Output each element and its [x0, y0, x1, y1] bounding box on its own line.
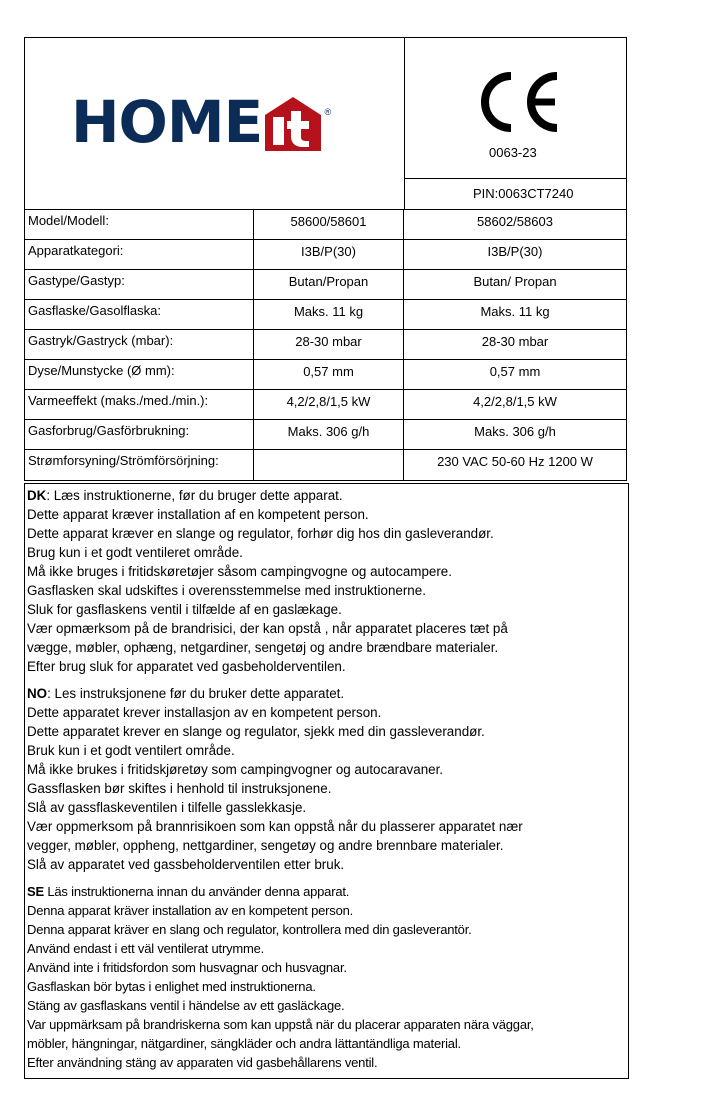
- instruction-line: Må ikke brukes i fritidskjøretøy som campingvogner og autocaravaner.: [27, 762, 444, 777]
- instruction-line: Vær opmærksom på de brandrisici, der kan opstå , når apparatet placeres tæt på: [27, 621, 508, 636]
- value-58602: 4,2/2,8/1,5 kW: [473, 394, 557, 409]
- instruction-line: vegger, møbler, oppheng, nettgardiner, sengetøy og andre brennbare materialer.: [27, 838, 504, 853]
- table-row: [25, 240, 626, 270]
- table-row: [25, 330, 626, 360]
- row-label: Dyse/Munstycke (Ø mm):: [25, 360, 254, 389]
- logo-cell: [25, 38, 405, 209]
- homeit-logo: [71, 88, 332, 156]
- instructions-se: [27, 882, 628, 1072]
- value-58600: Maks. 306 g/h: [254, 420, 404, 449]
- value-58600: 4,2/2,8/1,5 kW: [254, 390, 404, 419]
- language-code: NO: [27, 686, 48, 701]
- instruction-line: Slå av gassflaskeventilen i tilfelle gasslekkasje.: [27, 800, 307, 815]
- value-58602: Maks. 11 kg: [480, 304, 550, 319]
- row-label: Model/Modell:: [25, 210, 254, 239]
- instruction-line: Dette apparatet krever installasjon av en kompetent person.: [27, 705, 382, 720]
- pin-number: PIN:0063CT7240: [473, 186, 574, 201]
- instruction-line: Dette apparatet krever en slange og regulator, sjekk med din gassleverandør.: [27, 724, 485, 739]
- language-code: DK: [27, 488, 47, 503]
- spec-table: [24, 37, 627, 481]
- value-58600: 28-30 mbar: [254, 330, 404, 359]
- value-58600: Butan/Propan: [254, 270, 404, 299]
- instruction-line: : Les instruksjonene før du bruker dette apparatet.: [47, 686, 345, 701]
- value-58600: 58600/58601: [254, 210, 404, 239]
- ce-mark-icon: [477, 72, 561, 142]
- value-58602: 230 VAC 50-60 Hz 1200 W: [437, 454, 593, 469]
- table-row: [25, 390, 626, 420]
- instruction-line: Gasflaskan bör bytas i enlighet med instruktionerna.: [27, 979, 316, 994]
- instruction-line: : Læs instruktionerne, før du bruger dette apparat.: [46, 488, 343, 503]
- language-code: SE: [27, 884, 44, 899]
- value-58602: 0,57 mm: [489, 364, 541, 379]
- instruction-line: Använd endast i ett väl ventilerat utrymme.: [27, 941, 265, 956]
- instruction-line: möbler, hängningar, nätgardiner, sängkläder och andra lättantändliga material.: [27, 1036, 461, 1051]
- instruction-line: Bruk kun i et godt ventilert område.: [27, 743, 235, 758]
- table-row: [25, 210, 626, 240]
- logo-wordmark: HOME: [71, 88, 263, 156]
- row-label: Gasflaske/Gasolflaska:: [25, 300, 254, 329]
- instruction-line: Efter brug sluk for apparatet ved gasbeholderventilen.: [27, 659, 346, 674]
- value-58602: Maks. 306 g/h: [474, 424, 556, 439]
- instruction-line: Sluk for gasflaskens ventil i tilfælde af en gaslækage.: [27, 602, 342, 617]
- row-label: Apparatkategori:: [25, 240, 254, 269]
- row-label: Strømforsyning/Strömförsörjning:: [25, 450, 254, 480]
- instruction-line: Dette apparat kræver installation af en kompetent person.: [27, 507, 369, 522]
- value-58600: [254, 450, 404, 480]
- instruction-line: Denna apparat kräver en slang och regulator, kontrollera med din gasleverantör.: [27, 922, 472, 937]
- instruction-line: Slå av apparatet ved gassbeholderventilen etter bruk.: [27, 857, 345, 872]
- instructions-dk: [27, 486, 628, 676]
- table-row: [25, 360, 626, 390]
- row-label: Varmeeffekt (maks./med./min.):: [25, 390, 254, 419]
- house-logo-icon: [265, 97, 332, 151]
- value-58600: Maks. 11 kg: [254, 300, 404, 329]
- value-58602: 58602/58603: [477, 214, 553, 229]
- table-row: [25, 420, 626, 450]
- instruction-line: Denna apparat kräver installation av en kompetent person.: [27, 903, 354, 918]
- instruction-line: Vær oppmerksom på brannrisikoen som kan oppstå når du plasserer apparatet nær: [27, 819, 523, 834]
- table-row: [25, 270, 626, 300]
- value-58600: I3B/P(30): [254, 240, 404, 269]
- safety-instructions: [24, 483, 629, 1079]
- value-58600: 0,57 mm: [254, 360, 404, 389]
- row-label: Gastryk/Gastryck (mbar):: [25, 330, 254, 359]
- ce-mark-box: [405, 38, 626, 179]
- instruction-line: Gassflasken bør skiftes i henhold til instruksjonene.: [27, 781, 332, 796]
- header-block: [25, 38, 626, 210]
- instruction-line: Dette apparat kræver en slange og regulator, forhør dig hos din gasleverandør.: [27, 526, 494, 541]
- instructions-no: [27, 684, 628, 874]
- instruction-line: Var uppmärksam på brandriskerna som kan uppstå när du placerar apparaten nära väggar,: [27, 1017, 534, 1032]
- instruction-line: Gasflasken skal udskiftes i overensstemmelse med instruktionerne.: [27, 583, 426, 598]
- instruction-line: vægge, møbler, ophæng, netgardiner, sengetøj og andre brændbare materialer.: [27, 640, 499, 655]
- registered-mark: ®: [324, 107, 332, 117]
- value-58602: 28-30 mbar: [481, 334, 549, 349]
- table-row: [25, 450, 626, 480]
- row-label: Gasforbrug/Gasförbrukning:: [25, 420, 254, 449]
- spec-rows: [25, 210, 626, 480]
- instruction-line: Stäng av gasflaskans ventil i händelse av ett gasläckage.: [27, 998, 345, 1013]
- row-label: Gastype/Gastyp:: [25, 270, 254, 299]
- instruction-line: Läs instruktionerna innan du använder denna apparat.: [43, 884, 350, 899]
- instruction-line: Må ikke bruges i fritidskøretøjer såsom campingvogne og autocampere.: [27, 564, 452, 579]
- instruction-line: Använd inte i fritidsfordon som husvagnar och husvagnar.: [27, 960, 347, 975]
- instruction-line: Brug kun i et godt ventileret område.: [27, 545, 243, 560]
- table-row: [25, 300, 626, 330]
- ce-cell: [405, 38, 626, 209]
- value-58602: Butan/ Propan: [473, 274, 557, 289]
- value-58602: I3B/P(30): [487, 244, 543, 259]
- notified-body-number: 0063-23: [489, 145, 537, 160]
- instruction-line: Efter användning stäng av apparaten vid gasbehållarens ventil.: [27, 1055, 378, 1070]
